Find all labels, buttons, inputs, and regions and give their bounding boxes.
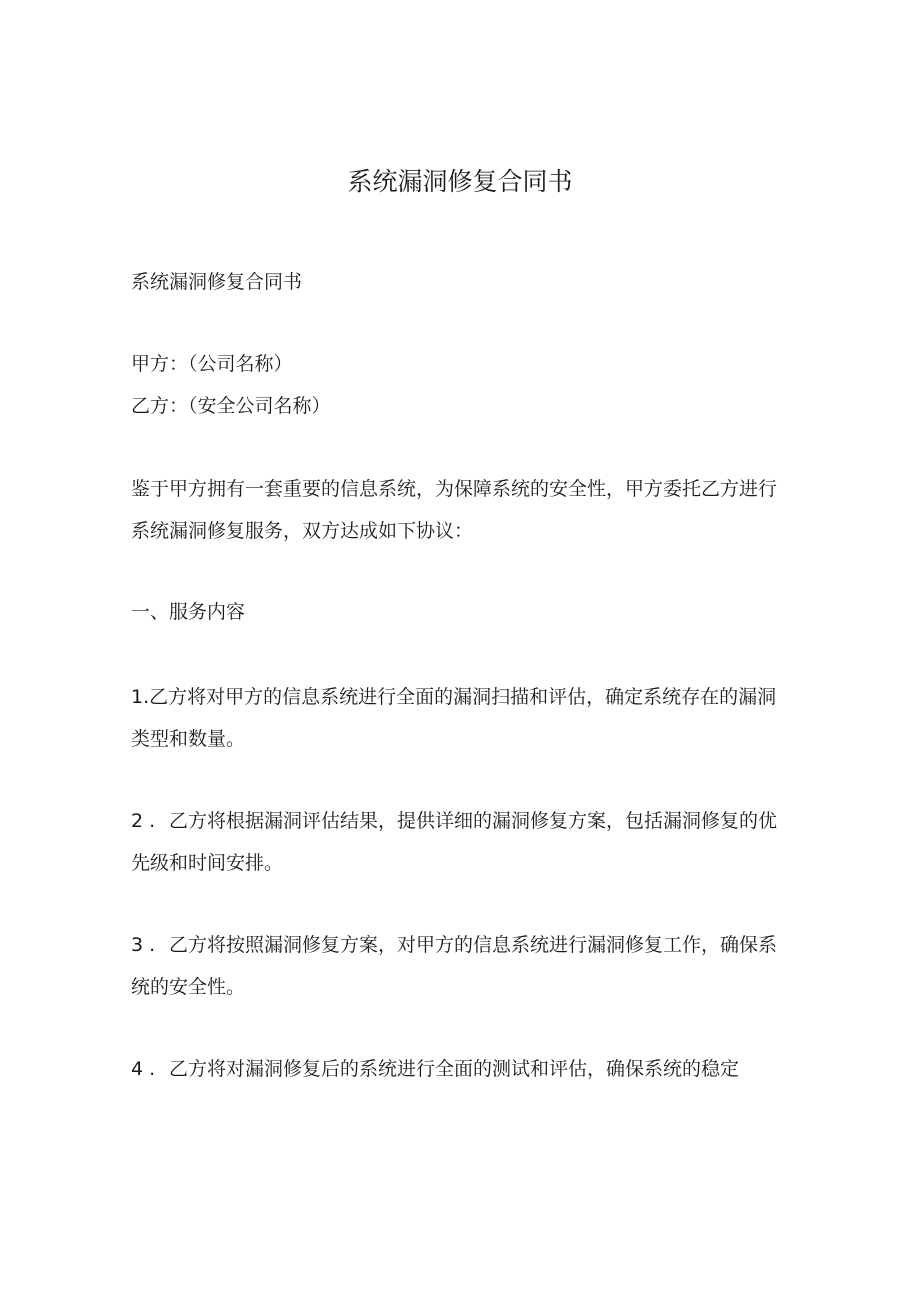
service-item-3	[131, 924, 793, 1008]
item-number: 4 .	[131, 1058, 156, 1080]
service-item-1	[131, 676, 793, 760]
item-number: 2 .	[131, 810, 156, 832]
item-text: 乙方将对甲方的信息系统进行全面的漏洞扫描和评估，确定系统存在的漏洞类型和数量。	[131, 686, 777, 750]
service-item-4	[131, 1048, 793, 1090]
intro-paragraph: 鉴于甲方拥有一套重要的信息系统，为保障系统的安全性，甲方委托乙方进行系统漏洞修复服务，双方达成如下协议：	[131, 478, 778, 542]
item-number: 1.	[131, 686, 150, 708]
section-1-heading: 一、服务内容	[131, 601, 246, 623]
document-title: 系统漏洞修复合同书	[347, 167, 573, 196]
party-b-line: 乙方：（安全公司名称）	[131, 395, 331, 417]
service-item-2	[131, 800, 793, 884]
item-text: 乙方将对漏洞修复后的系统进行全面的测试和评估，确保系统的稳定	[169, 1058, 740, 1080]
item-text: 乙方将按照漏洞修复方案，对甲方的信息系统进行漏洞修复工作，确保系统的安全性。	[131, 934, 778, 998]
item-text: 乙方将根据漏洞评估结果，提供详细的漏洞修复方案，包括漏洞修复的优先级和时间安排。	[131, 810, 778, 874]
document-subtitle: 系统漏洞修复合同书	[131, 271, 303, 293]
item-number: 3 .	[131, 934, 156, 956]
party-a-line: 甲方：（公司名称）	[131, 353, 293, 375]
